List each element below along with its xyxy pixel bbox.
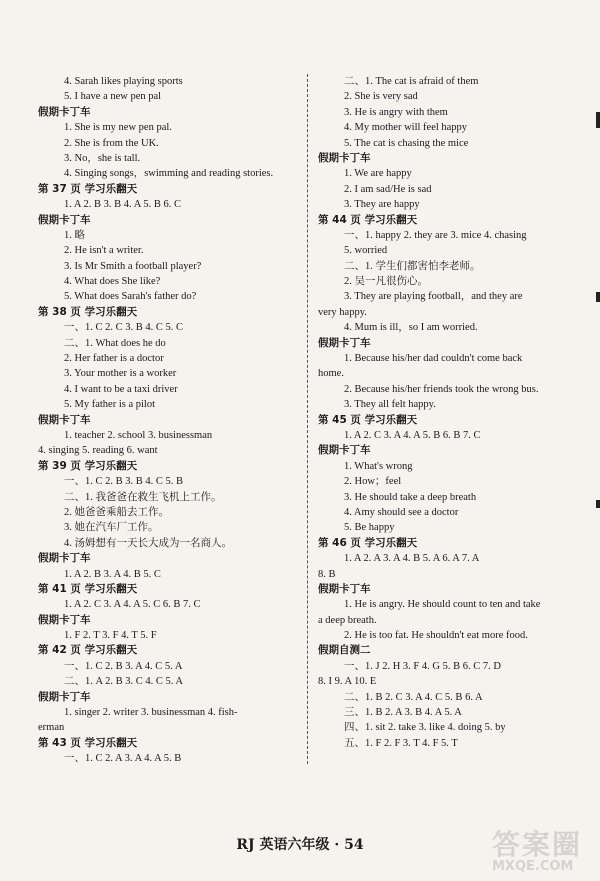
right-column	[318, 74, 568, 751]
answer-line: 2. He isn't a writer.	[64, 245, 144, 257]
section-heading: 第 43 页 学习乐翻天	[38, 736, 138, 749]
answer-line: 1. F 2. T 3. F 4. T 5. F	[64, 630, 157, 642]
section-heading: 第 41 页 学习乐翻天	[38, 582, 138, 595]
section-heading: 第 37 页 学习乐翻天	[38, 182, 138, 195]
answer-line: 2. 她爸爸乘船去工作。	[64, 506, 169, 518]
section-heading: 第 39 页 学习乐翻天	[38, 459, 138, 472]
answer-line: 3. They all felt happy.	[344, 399, 436, 411]
answer-line: 二、1. B 2. C 3. A 4. C 5. B 6. A	[344, 691, 483, 703]
answer-line: 二、1. A 2. B 3. C 4. C 5. A	[64, 676, 184, 688]
answer-line: 二、1. The cat is afraid of them	[344, 76, 479, 87]
section-heading: 第 46 页 学习乐翻天	[318, 536, 418, 549]
answer-line: 3. He is angry with them	[344, 106, 448, 118]
answer-line: 2. How；feel	[344, 476, 402, 488]
answer-line: 二、1. What does he do	[64, 337, 166, 349]
answer-line: 4. singing 5. reading 6. want	[38, 445, 158, 457]
column-divider	[307, 74, 308, 764]
answer-line: 1. A 2. B 3. B 4. A 5. B 6. C	[64, 199, 181, 211]
answer-line: 1. A 2. C 3. A 4. A 5. C 6. B 7. C	[64, 599, 201, 611]
answer-line: 四、1. sit 2. take 3. like 4. doing 5. by	[344, 722, 506, 734]
answer-line: 3. 她在汽车厂工作。	[64, 522, 159, 534]
answer-line: 8. B	[318, 568, 336, 580]
answer-line: 二、1. 学生们都害怕李老师。	[344, 260, 481, 272]
answer-line: very happy.	[318, 306, 367, 318]
answer-line: 5. I have a new pen pal	[64, 91, 162, 103]
section-heading: 假期卡丁车	[38, 552, 91, 565]
section-heading: 假期自测二	[318, 644, 371, 657]
answer-line: 2. He is too fat. He shouldn't eat more food.	[344, 630, 528, 642]
section-heading: 假期卡丁车	[38, 105, 91, 118]
answer-line: 1. A 2. C 3. A 4. A 5. B 6. B 7. C	[344, 429, 481, 441]
answer-line: 5. Be happy	[344, 522, 395, 534]
section-heading: 第 45 页 学习乐翻天	[318, 413, 418, 426]
watermark-url: MXQE.COM	[492, 859, 574, 874]
answer-line: 1. singer 2. writer 3. businessman 4. fish-	[64, 707, 238, 719]
answer-line: 3. They are happy	[344, 199, 420, 211]
answer-line: 一、1. C 2. B 3. B 4. C 5. B	[64, 476, 184, 488]
section-heading: 假期卡丁车	[318, 444, 371, 457]
section-heading: 假期卡丁车	[38, 690, 91, 703]
answer-line: 8. I 9. A 10. E	[318, 676, 377, 688]
answer-line: 1. She is my new pen pal.	[64, 122, 172, 134]
page-edge-mark	[596, 112, 600, 128]
page-edge-mark	[596, 500, 600, 508]
answer-line: 1. A 2. B 3. A 4. B 5. C	[64, 568, 161, 580]
answer-line: 二、1. 我爸爸在救生飞机上工作。	[64, 491, 222, 503]
answer-line: 3. Your mother is a worker	[64, 368, 177, 380]
page-edge-mark	[596, 292, 600, 302]
answer-line: 1. A 2. A 3. A 4. B 5. A 6. A 7. A	[344, 553, 480, 565]
section-heading: 第 42 页 学习乐翻天	[38, 644, 138, 657]
section-heading: 假期卡丁车	[318, 582, 371, 595]
answer-line: 一、1. happy 2. they are 3. mice 4. chasing	[344, 229, 527, 241]
answer-line: 4. Mum is ill，so I am worried.	[344, 322, 478, 334]
answer-line: 一、1. C 2. A 3. A 4. A 5. B	[64, 753, 182, 765]
answer-line: 1. 略	[64, 229, 85, 241]
watermark-text: 答案圈	[492, 828, 583, 861]
answer-line: 4. Amy should see a doctor	[344, 506, 459, 518]
answer-line: 4. Sarah likes playing sports	[64, 76, 183, 87]
left-column	[38, 74, 296, 767]
answer-line: a deep breath.	[318, 614, 377, 626]
section-heading: 假期卡丁车	[38, 413, 91, 426]
section-heading: 假期卡丁车	[318, 151, 371, 164]
section-heading: 假期卡丁车	[38, 613, 91, 626]
answer-line: 一、1. C 2. B 3. A 4. C 5. A	[64, 660, 183, 672]
section-heading: 第 44 页 学习乐翻天	[318, 213, 418, 226]
answer-line: 2. 吴一凡很伤心。	[344, 276, 428, 288]
answer-line: 5. worried	[344, 245, 388, 257]
answer-line: home.	[318, 368, 344, 380]
answer-line: 1. Because his/her dad couldn't come back	[344, 353, 523, 365]
answer-line: 2. I am sad/He is sad	[344, 183, 432, 195]
answer-line: 一、1. C 2. C 3. B 4. C 5. C	[64, 322, 184, 334]
answer-line: erman	[38, 722, 65, 734]
answer-line: 3. He should take a deep breath	[344, 491, 477, 503]
answer-line: 一、1. J 2. H 3. F 4. G 5. B 6. C 7. D	[344, 660, 501, 672]
answer-line: 1. We are happy	[344, 168, 412, 180]
answer-line: 3. Is Mr Smith a football player?	[64, 260, 202, 272]
answer-line: 1. He is angry. He should count to ten and take	[344, 599, 541, 611]
answer-line: 2. Her father is a doctor	[64, 353, 164, 365]
watermark-logo	[492, 823, 592, 873]
answer-line: 三、1. B 2. A 3. B 4. A 5. A	[344, 707, 462, 719]
section-heading: 假期卡丁车	[318, 336, 371, 349]
page-footer: RJ 英语六年级 · 54	[236, 837, 364, 853]
answer-line: 5. My father is a pilot	[64, 399, 155, 411]
answer-line: 5. The cat is chasing the mice	[344, 137, 469, 149]
answer-line: 2. She is from the UK.	[64, 137, 159, 149]
answer-line: 4. I want to be a taxi driver	[64, 383, 178, 395]
answer-line: 2. Because his/her friends took the wrong bus.	[344, 383, 539, 395]
answer-line: 3. They are playing football，and they are	[344, 291, 523, 303]
answer-line: 4. Singing songs，swimming and reading stories.	[64, 168, 274, 180]
answer-line: 1. teacher 2. school 3. businessman	[64, 429, 213, 441]
section-heading: 假期卡丁车	[38, 213, 91, 226]
answer-line: 4. My mother will feel happy	[344, 122, 468, 134]
answer-line: 2. She is very sad	[344, 91, 418, 103]
answer-line: 4. What does She like?	[64, 276, 161, 288]
answer-line: 4. 汤姆想有一天长大成为一名商人。	[64, 537, 232, 549]
answer-line: 1. What's wrong	[344, 460, 413, 472]
section-heading: 第 38 页 学习乐翻天	[38, 305, 138, 318]
answer-line: 3. No，she is tall.	[64, 152, 141, 164]
answer-line: 五、1. F 2. F 3. T 4. F 5. T	[344, 737, 458, 749]
answer-line: 5. What does Sarah's father do?	[64, 291, 197, 303]
